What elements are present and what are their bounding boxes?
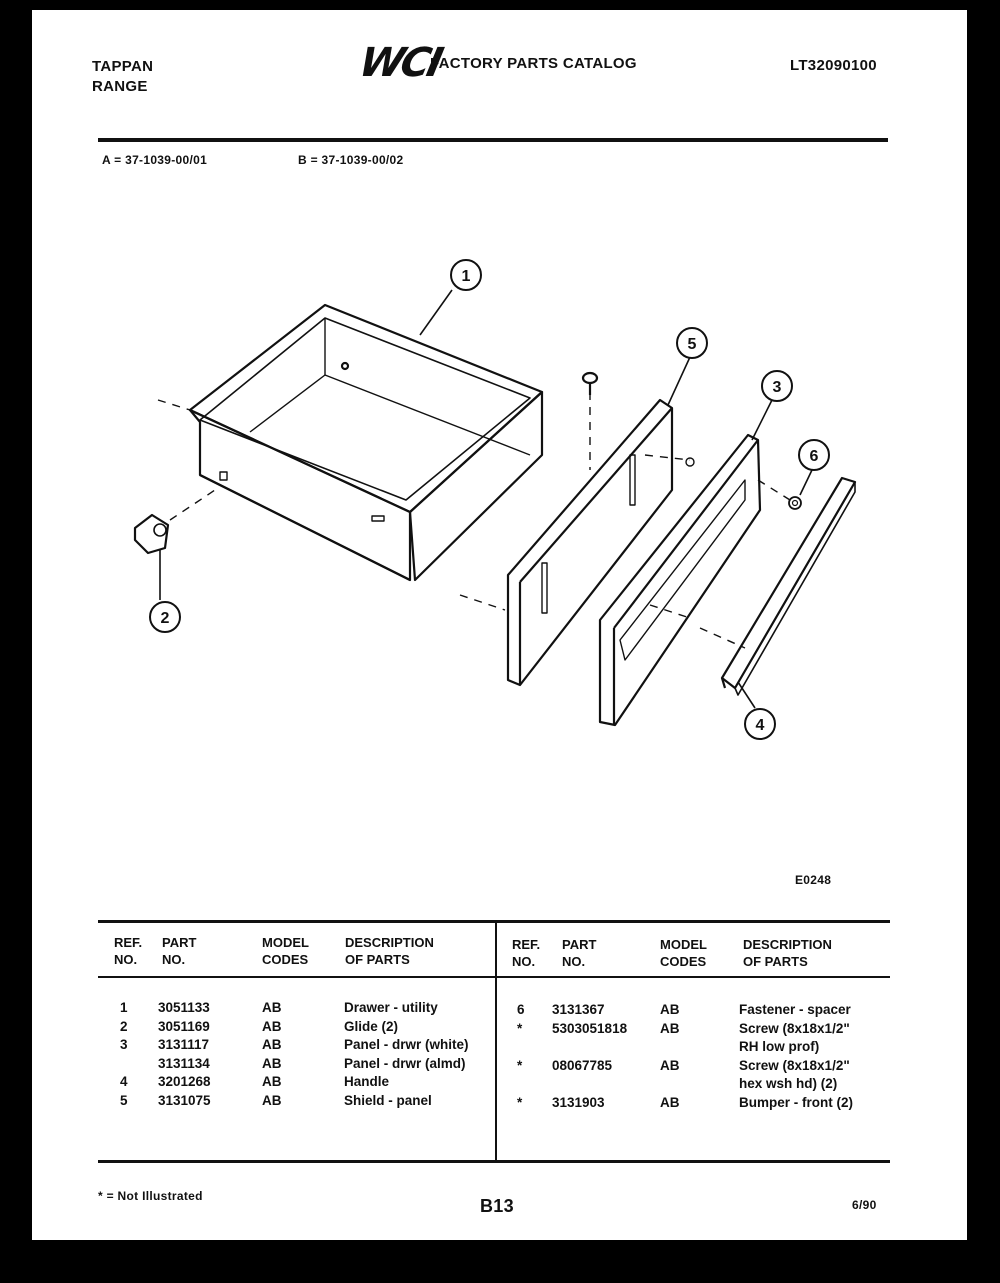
model-b: B = 37-1039-00/02 [298,153,404,167]
table-cell: 3131367 [552,1002,605,1017]
table-cell: AB [660,1002,680,1017]
table-cell [552,1038,627,1057]
table-bottom-rule [98,1160,890,1163]
handle-part [722,478,855,695]
table-cell [517,1038,525,1057]
table-cell: * [517,1020,523,1036]
table-cell: 3051133 [158,1000,210,1015]
col-header-part-left: PART NO. [162,935,197,967]
table-cell: 6 [517,1002,525,1017]
left-model-column [262,999,282,1110]
col-header-part-right: PART NO. [562,937,597,969]
table-cell: AB [660,1057,680,1073]
table-top-rule [98,920,890,923]
right-ref-column [517,1001,525,1112]
catalog-title: FACTORY PARTS CATALOG [430,55,637,72]
left-ref-column [120,999,128,1110]
table-cell: Screw (8x18x1/2" [739,1020,850,1036]
table-cell: AB [262,1018,282,1034]
left-desc-column [344,999,469,1110]
table-cell: 5303051818 [552,1020,628,1036]
table-header-rule [98,976,890,978]
table-cell: 4 [120,1074,128,1089]
table-cell [120,1055,128,1074]
diagram-code: E0248 [795,873,832,887]
fastener-spacer-part [789,497,801,509]
footnote: * = Not Illustrated [98,1189,203,1203]
table-cell: AB [660,1094,680,1110]
col-header-model-left: MODEL CODES [262,935,309,967]
table-cell: 3131134 [158,1055,210,1071]
drawer-panel-part [600,435,760,725]
callout-1: 1 [461,268,471,285]
table-cell: * [517,1057,523,1073]
catalog-number: LT32090100 [790,57,877,74]
table-cell: hex wsh hd) (2) [739,1076,838,1091]
glide-part [135,515,168,553]
drawer-utility-part [190,305,542,580]
right-desc-column [739,1001,853,1112]
table-cell: Handle [344,1074,390,1089]
brand-line-2: RANGE [92,78,148,95]
callout-5: 5 [687,336,697,353]
col-header-desc-left: DESCRIPTION OF PARTS [345,935,434,967]
table-cell: AB [660,1020,680,1036]
table-cell: 3201268 [158,1074,211,1089]
table-cell: AB [262,1092,282,1108]
table-cell: 3131117 [158,1037,210,1052]
table-cell: Drawer - utility [344,1000,438,1015]
table-cell: AB [262,1000,282,1015]
table-cell: 3131075 [158,1092,211,1108]
callout-4: 4 [755,717,765,734]
wci-logo: WCI [355,40,445,86]
col-header-desc-right: DESCRIPTION OF PARTS [743,937,832,969]
table-cell: Panel - drwr (almd) [344,1055,466,1071]
table-cell: AB [262,1037,282,1052]
col-header-ref-left: REF. NO. [114,935,143,967]
table-cell: RH low prof) [739,1039,820,1054]
table-cell: * [517,1094,523,1110]
table-cell: Panel - drwr (white) [344,1037,469,1052]
table-cell [660,1038,680,1057]
right-model-column [660,1001,680,1112]
page-number: B13 [480,1196,514,1216]
revision-date: 6/90 [852,1198,877,1212]
table-cell [660,1075,680,1094]
callout-2: 2 [160,610,170,627]
table-cell [552,1075,627,1094]
callout-3: 3 [772,379,782,396]
model-a: A = 37-1039-00/01 [102,153,208,167]
table-divider [495,922,497,1160]
table-cell: Shield - panel [344,1092,432,1108]
table-cell: Screw (8x18x1/2" [739,1057,850,1073]
right-part-column [552,1001,627,1112]
brand-line-1: TAPPAN [92,58,154,75]
table-cell: Glide (2) [344,1018,399,1034]
col-header-ref-right: REF. NO. [512,937,541,969]
left-part-column [158,999,211,1110]
table-cell: 2 [120,1018,128,1034]
table-cell: AB [262,1055,282,1071]
table-cell: 08067785 [552,1057,613,1073]
screw-part [583,373,597,395]
col-header-model-right: MODEL CODES [660,937,707,969]
table-cell: 1 [120,1000,128,1015]
table-cell [517,1075,525,1094]
table-cell: 3 [120,1037,128,1052]
table-cell: 3051169 [158,1018,210,1034]
table-cell: Bumper - front (2) [739,1094,853,1110]
table-cell: 3131903 [552,1094,605,1110]
table-cell: AB [262,1074,282,1089]
table-cell: Fastener - spacer [739,1002,851,1017]
table-cell: 5 [120,1092,128,1108]
callout-6: 6 [809,448,819,465]
